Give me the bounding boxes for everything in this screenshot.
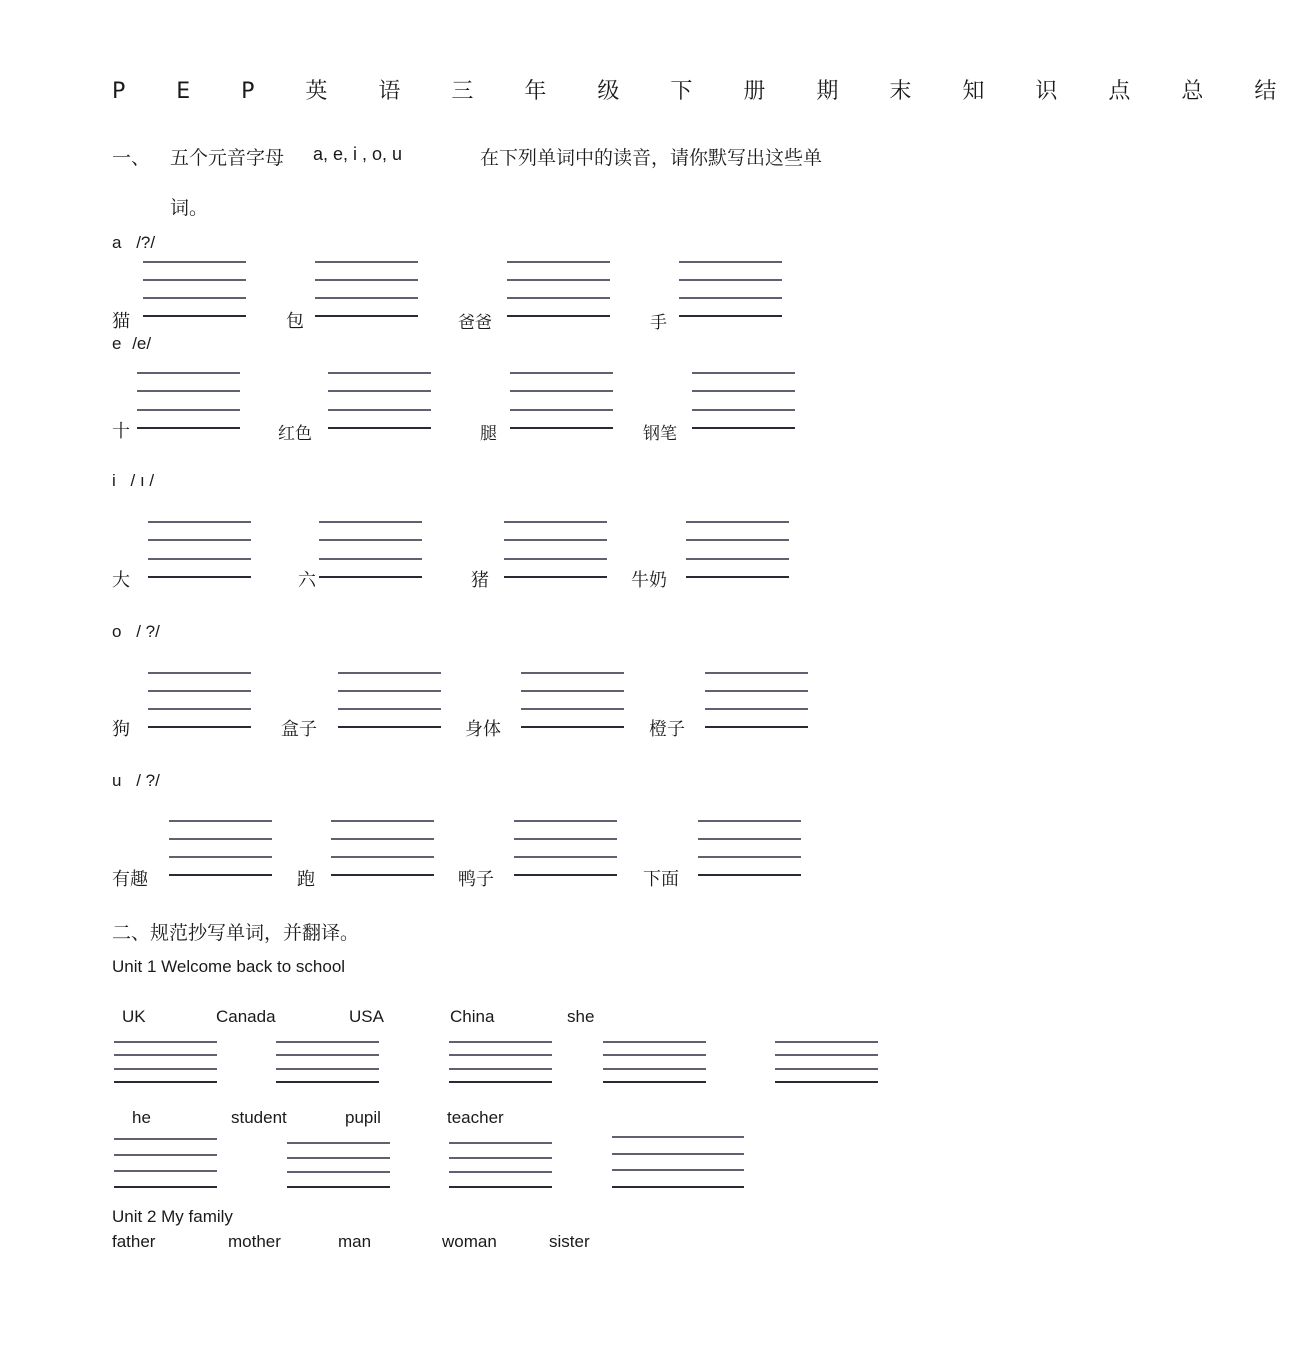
- vowel-phonetic: /e/: [132, 334, 152, 353]
- writing-lines[interactable]: [521, 672, 624, 728]
- word-prompt: 下面: [643, 869, 679, 890]
- vowel-phonetic: / ?/: [136, 622, 160, 641]
- writing-line: [276, 1054, 379, 1056]
- vocab-word: pupil: [345, 1108, 381, 1127]
- writing-line: [449, 1068, 552, 1070]
- writing-line: [679, 297, 782, 299]
- unit-title: Unit 2 My family: [112, 1207, 233, 1226]
- word-prompt: 有趣: [112, 869, 148, 890]
- writing-lines[interactable]: [137, 372, 240, 429]
- writing-line: [276, 1068, 379, 1070]
- writing-line: [328, 372, 431, 374]
- vowel-phonetic: / ?/: [136, 771, 160, 790]
- word-prompt: 红色: [278, 424, 312, 444]
- writing-line: [137, 427, 240, 429]
- writing-line: [143, 261, 246, 263]
- writing-line: [775, 1054, 878, 1056]
- writing-lines[interactable]: [686, 521, 789, 578]
- writing-lines[interactable]: [114, 1138, 217, 1188]
- vocab-word: woman: [442, 1232, 497, 1251]
- writing-line: [698, 820, 801, 822]
- vowel-label-a: [112, 233, 155, 253]
- unit-title: Unit 1 Welcome back to school: [112, 957, 346, 976]
- vowel-label-u: [112, 771, 160, 791]
- writing-line: [449, 1142, 552, 1144]
- writing-lines[interactable]: [338, 672, 441, 728]
- writing-lines[interactable]: [169, 820, 272, 876]
- writing-line: [504, 539, 607, 541]
- vowel-phonetic: /?/: [136, 233, 156, 252]
- writing-lines[interactable]: [507, 261, 610, 317]
- writing-line: [319, 521, 422, 523]
- writing-line: [679, 315, 782, 317]
- vocab-word: man: [338, 1232, 372, 1251]
- writing-lines[interactable]: [148, 672, 251, 728]
- writing-line: [449, 1171, 552, 1173]
- vowel-label-i: [112, 471, 154, 491]
- section-1-instruction: 在下列单词中的读音，请你默写出这些单: [480, 147, 823, 169]
- word-prompt: 钢笔: [643, 424, 677, 444]
- writing-line: [319, 539, 422, 541]
- writing-line: [169, 874, 272, 876]
- word-prompt: 狗: [112, 719, 130, 740]
- writing-line: [114, 1154, 217, 1156]
- writing-line: [692, 427, 795, 429]
- writing-line: [287, 1171, 390, 1173]
- writing-line: [148, 726, 251, 728]
- writing-line: [143, 297, 246, 299]
- writing-lines[interactable]: [143, 261, 246, 317]
- writing-line: [775, 1068, 878, 1070]
- writing-line: [137, 409, 240, 411]
- writing-line: [775, 1081, 878, 1083]
- writing-line: [507, 279, 610, 281]
- writing-line: [507, 315, 610, 317]
- vocab-word: UK: [122, 1007, 146, 1026]
- page-title: P E P 英 语 三 年 级 下 册 期 末 知 识 点 总 结: [112, 79, 1298, 104]
- writing-line: [315, 315, 418, 317]
- writing-line: [449, 1041, 552, 1043]
- writing-line: [679, 261, 782, 263]
- writing-line: [114, 1138, 217, 1140]
- writing-line: [276, 1081, 379, 1083]
- writing-lines[interactable]: [449, 1142, 552, 1188]
- writing-line: [686, 539, 789, 541]
- writing-line: [148, 539, 251, 541]
- writing-line: [114, 1054, 217, 1056]
- writing-line: [698, 874, 801, 876]
- writing-line: [287, 1157, 390, 1159]
- writing-line: [510, 409, 613, 411]
- word-prompt: 手: [650, 313, 667, 333]
- writing-line: [169, 820, 272, 822]
- writing-lines[interactable]: [328, 372, 431, 429]
- writing-line: [315, 279, 418, 281]
- writing-line: [338, 726, 441, 728]
- vowel-letter: o: [112, 622, 122, 641]
- writing-lines[interactable]: [698, 820, 801, 876]
- writing-line: [510, 372, 613, 374]
- writing-line: [137, 390, 240, 392]
- writing-lines[interactable]: [692, 372, 795, 429]
- word-prompt: 猫: [112, 311, 130, 332]
- writing-line: [679, 279, 782, 281]
- writing-lines[interactable]: [315, 261, 418, 317]
- writing-line: [287, 1142, 390, 1144]
- writing-line: [612, 1169, 744, 1171]
- writing-line: [114, 1041, 217, 1043]
- writing-line: [521, 672, 624, 674]
- writing-lines[interactable]: [148, 521, 251, 578]
- writing-line: [331, 874, 434, 876]
- writing-line: [692, 372, 795, 374]
- writing-line: [504, 558, 607, 560]
- writing-lines[interactable]: [319, 521, 422, 578]
- writing-line: [705, 726, 808, 728]
- word-prompt: 牛奶: [631, 570, 667, 591]
- writing-line: [114, 1081, 217, 1083]
- vowel-letter: u: [112, 771, 122, 790]
- writing-line: [686, 576, 789, 578]
- writing-line: [514, 820, 617, 822]
- word-prompt: 十: [112, 421, 130, 442]
- writing-line: [328, 427, 431, 429]
- writing-line: [148, 558, 251, 560]
- writing-line: [114, 1170, 217, 1172]
- vocab-word: teacher: [447, 1108, 504, 1127]
- writing-line: [287, 1186, 390, 1188]
- writing-line: [449, 1081, 552, 1083]
- writing-line: [603, 1054, 706, 1056]
- writing-line: [319, 558, 422, 560]
- word-prompt: 橙子: [649, 719, 685, 740]
- writing-line: [338, 708, 441, 710]
- writing-lines[interactable]: [331, 820, 434, 876]
- writing-line: [504, 576, 607, 578]
- writing-line: [137, 372, 240, 374]
- writing-line: [169, 838, 272, 840]
- writing-lines[interactable]: [287, 1142, 390, 1188]
- writing-line: [507, 261, 610, 263]
- writing-lines[interactable]: [504, 521, 607, 578]
- writing-line: [521, 726, 624, 728]
- vowel-letter: e: [112, 334, 122, 353]
- writing-lines[interactable]: [705, 672, 808, 728]
- writing-line: [148, 708, 251, 710]
- writing-lines[interactable]: [775, 1041, 878, 1083]
- writing-line: [603, 1041, 706, 1043]
- writing-line: [698, 838, 801, 840]
- writing-line: [315, 261, 418, 263]
- writing-line: [338, 672, 441, 674]
- writing-line: [514, 874, 617, 876]
- writing-line: [514, 838, 617, 840]
- vocab-word: sister: [549, 1232, 590, 1251]
- word-prompt: 六: [298, 570, 316, 591]
- writing-line: [148, 521, 251, 523]
- vocab-word: Canada: [216, 1007, 276, 1026]
- vowel-label-e: [112, 334, 151, 354]
- vocab-word: USA: [349, 1007, 384, 1026]
- writing-line: [148, 672, 251, 674]
- word-prompt: 猪: [471, 570, 489, 591]
- writing-line: [331, 838, 434, 840]
- section-1-vowel-letters: a, e, i , o, u: [313, 144, 403, 164]
- writing-line: [319, 576, 422, 578]
- writing-line: [521, 708, 624, 710]
- writing-line: [338, 690, 441, 692]
- vowel-phonetic: / ı /: [130, 471, 155, 490]
- writing-line: [692, 409, 795, 411]
- writing-line: [328, 409, 431, 411]
- writing-line: [705, 690, 808, 692]
- writing-lines[interactable]: [510, 372, 613, 429]
- word-prompt: 盒子: [281, 719, 317, 740]
- writing-lines[interactable]: [612, 1136, 744, 1188]
- word-prompt: 腿: [480, 424, 497, 444]
- vocab-word: mother: [228, 1232, 281, 1251]
- writing-line: [328, 390, 431, 392]
- writing-line: [114, 1068, 217, 1070]
- writing-line: [686, 521, 789, 523]
- writing-line: [775, 1041, 878, 1043]
- section-1-text: 五个元音字母: [170, 147, 285, 169]
- writing-line: [143, 279, 246, 281]
- writing-lines[interactable]: [679, 261, 782, 317]
- writing-line: [692, 390, 795, 392]
- writing-lines[interactable]: [449, 1041, 552, 1083]
- section-1-instruction-continued: 词。: [170, 197, 209, 219]
- writing-line: [705, 708, 808, 710]
- writing-line: [315, 297, 418, 299]
- word-prompt: 爸爸: [458, 313, 492, 333]
- writing-line: [612, 1186, 744, 1188]
- section-1-number: 一、: [112, 147, 151, 169]
- vowel-letter: i: [112, 471, 116, 490]
- vocab-word: he: [132, 1108, 151, 1127]
- writing-lines[interactable]: [514, 820, 617, 876]
- writing-line: [510, 427, 613, 429]
- vocab-word: father: [112, 1232, 156, 1251]
- section-2-heading: 二、规范抄写单词，并翻译。: [112, 922, 360, 944]
- writing-line: [148, 576, 251, 578]
- writing-line: [276, 1041, 379, 1043]
- writing-line: [143, 315, 246, 317]
- writing-line: [449, 1157, 552, 1159]
- writing-line: [510, 390, 613, 392]
- word-prompt: 鸭子: [458, 869, 494, 890]
- vowel-label-o: [112, 622, 160, 642]
- writing-line: [504, 521, 607, 523]
- vocab-word: student: [231, 1108, 287, 1127]
- writing-line: [521, 690, 624, 692]
- writing-line: [449, 1186, 552, 1188]
- writing-line: [603, 1068, 706, 1070]
- word-prompt: 大: [112, 570, 130, 591]
- writing-line: [612, 1153, 744, 1155]
- writing-line: [169, 856, 272, 858]
- writing-lines[interactable]: [603, 1041, 706, 1083]
- writing-line: [331, 820, 434, 822]
- writing-lines[interactable]: [276, 1041, 379, 1083]
- writing-line: [698, 856, 801, 858]
- word-prompt: 身体: [465, 719, 501, 740]
- vocab-word: she: [567, 1007, 595, 1026]
- writing-line: [507, 297, 610, 299]
- writing-line: [612, 1136, 744, 1138]
- writing-line: [514, 856, 617, 858]
- writing-line: [331, 856, 434, 858]
- writing-line: [603, 1081, 706, 1083]
- writing-line: [686, 558, 789, 560]
- vocab-word: China: [450, 1007, 495, 1026]
- word-prompt: 跑: [297, 869, 315, 890]
- word-prompt: 包: [286, 311, 304, 332]
- writing-lines[interactable]: [114, 1041, 217, 1083]
- vowel-letter: a: [112, 233, 122, 252]
- writing-line: [114, 1186, 217, 1188]
- writing-line: [148, 690, 251, 692]
- writing-line: [705, 672, 808, 674]
- writing-line: [449, 1054, 552, 1056]
